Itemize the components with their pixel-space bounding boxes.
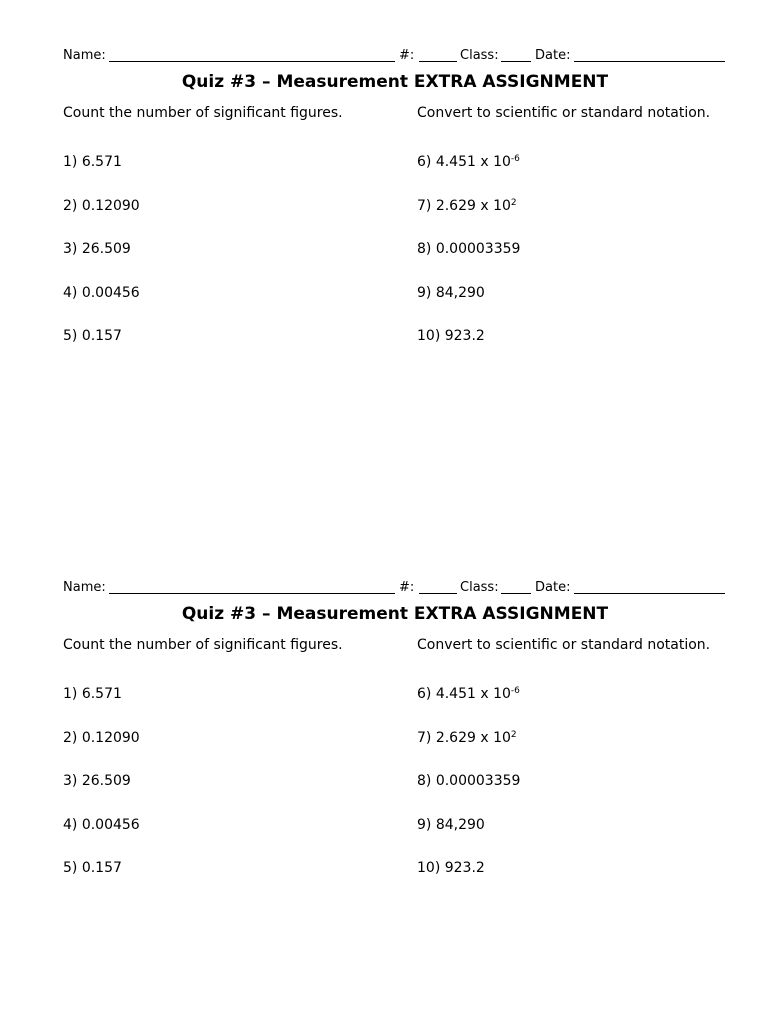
problem-item: 1) 6.571: [63, 686, 122, 702]
problem-item: [417, 858, 485, 878]
problem-item: [417, 239, 520, 259]
problem-item: [417, 728, 517, 748]
quiz-sheet-top: [63, 46, 727, 376]
problem-base: 10) 923.2: [417, 328, 485, 344]
name-field[interactable]: [109, 593, 395, 594]
quiz-title: Quiz #3 – Measurement EXTRA ASSIGNMENT: [181, 72, 609, 92]
problem-base: 6) 4.451 x 10: [417, 686, 511, 702]
class-field[interactable]: [501, 593, 531, 594]
sig-figs-instruction: Count the number of significant figures.: [63, 105, 343, 121]
problem-item: 4) 0.00456: [63, 285, 140, 301]
date-field[interactable]: [574, 61, 725, 62]
problem-base: 10) 923.2: [417, 860, 485, 876]
problem-item: 1) 6.571: [63, 154, 122, 170]
problem-base: 7) 2.629 x 10: [417, 730, 511, 746]
name-label: Name:: [63, 48, 106, 63]
problem-base: 6) 4.451 x 10: [417, 154, 511, 170]
quiz-sheet-bottom: [63, 578, 727, 908]
number-label: #:: [399, 48, 415, 63]
class-label: Class:: [460, 48, 499, 63]
problem-item: [417, 326, 485, 346]
notation-instruction: Convert to scientific or standard notation.: [417, 105, 711, 121]
problem-item: 2) 0.12090: [63, 198, 140, 214]
problem-item: [417, 684, 520, 704]
name-label: Name:: [63, 580, 106, 595]
problem-item: 5) 0.157: [63, 860, 122, 876]
problem-item: 3) 26.509: [63, 241, 131, 257]
number-field[interactable]: [419, 593, 457, 594]
problem-base: 9) 84,290: [417, 285, 485, 301]
problem-base: 8) 0.00003359: [417, 773, 521, 789]
notation-instruction: Convert to scientific or standard notation.: [417, 637, 711, 653]
problem-item: [417, 771, 520, 791]
problem-item: 2) 0.12090: [63, 730, 140, 746]
exponent: -6: [510, 686, 520, 696]
problem-item: [417, 283, 485, 303]
name-field[interactable]: [109, 61, 395, 62]
student-info-line: [63, 578, 727, 598]
quiz-title: Quiz #3 – Measurement EXTRA ASSIGNMENT: [181, 604, 609, 624]
number-field[interactable]: [419, 61, 457, 62]
problem-base: 7) 2.629 x 10: [417, 198, 511, 214]
class-field[interactable]: [501, 61, 531, 62]
problem-base: 8) 0.00003359: [417, 241, 521, 257]
exponent: 2: [510, 198, 517, 208]
student-info-line: [63, 46, 727, 66]
number-label: #:: [399, 580, 415, 595]
date-field[interactable]: [574, 593, 725, 594]
problem-item: [417, 196, 517, 216]
sig-figs-instruction: Count the number of significant figures.: [63, 637, 343, 653]
problem-item: 5) 0.157: [63, 328, 122, 344]
problem-item: [417, 815, 485, 835]
exponent: -6: [510, 154, 520, 164]
date-label: Date:: [535, 48, 571, 63]
date-label: Date:: [535, 580, 571, 595]
class-label: Class:: [460, 580, 499, 595]
problem-base: 9) 84,290: [417, 817, 485, 833]
problem-item: 4) 0.00456: [63, 817, 140, 833]
problem-item: [417, 152, 520, 172]
problem-item: 3) 26.509: [63, 773, 131, 789]
exponent: 2: [510, 730, 517, 740]
